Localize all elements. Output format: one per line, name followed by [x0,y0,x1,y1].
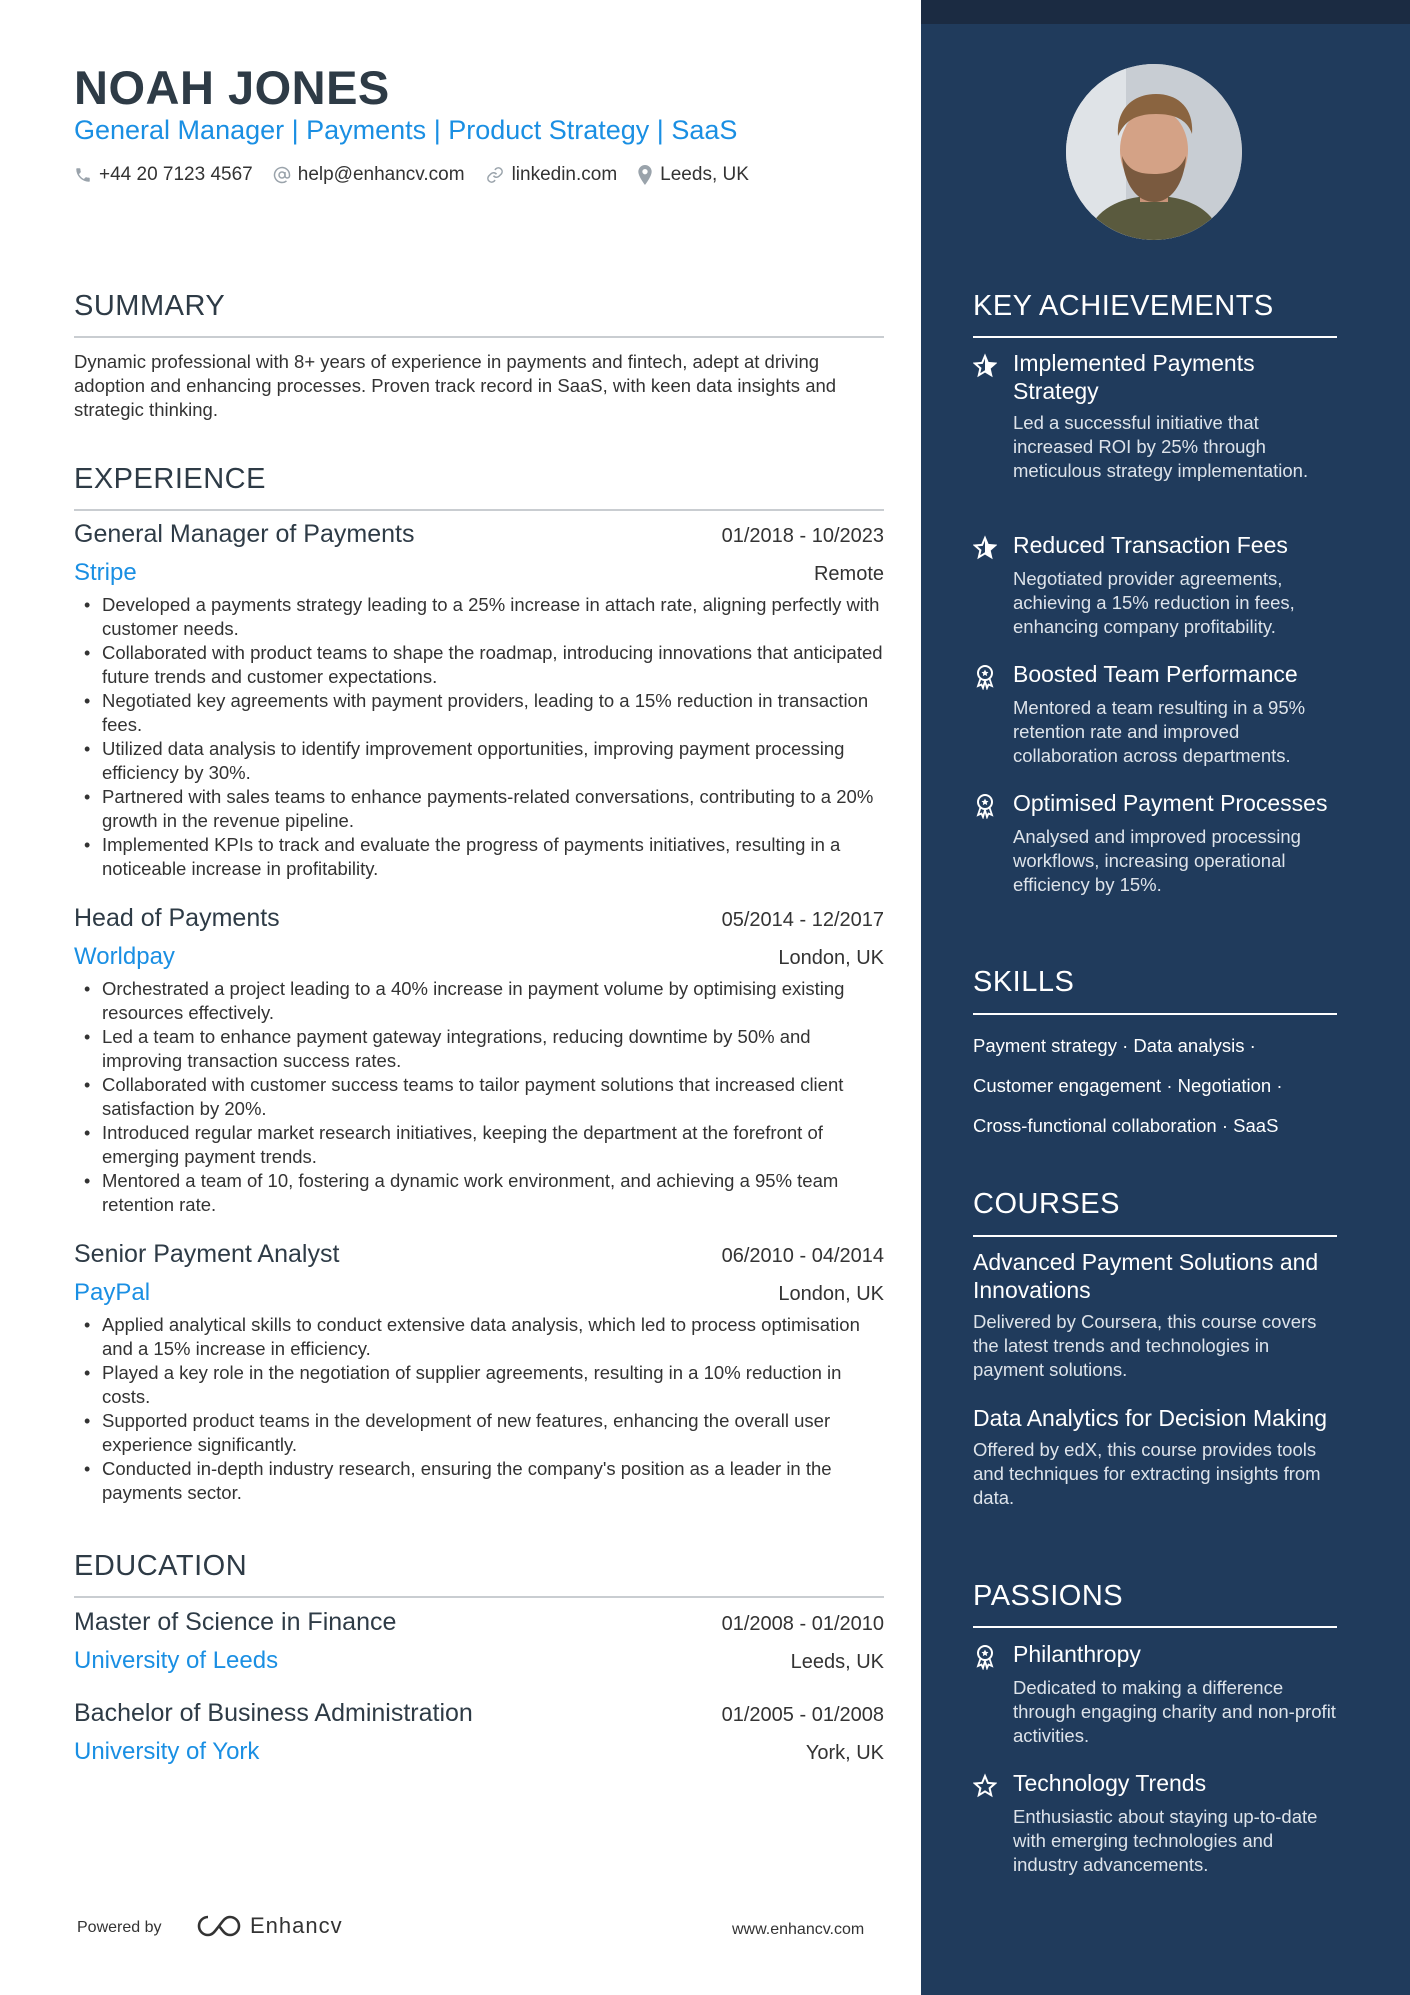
enhancv-logo[interactable] [196,1913,343,1939]
passions-heading: PASSIONS [973,1580,1124,1612]
education-entry [74,1699,884,1766]
company-name[interactable]: Worldpay [74,943,175,970]
education-divider [74,1596,884,1598]
bullet-item: • Led a team to enhance payment gateway integrations, reducing downtime by 50% and improving transaction success rates. [74,1025,884,1073]
award-icon [973,793,997,819]
achievement-description: Analysed and improved processing workflows, increasing operational efficiency by 15%. [1013,826,1301,895]
course-item [973,1404,1337,1510]
passion-item [973,1640,1337,1748]
bullet-item: • Played a key role in the negotiation of supplier agreements, resulting in a 10% reduction in costs. [74,1361,884,1409]
contact-linkedin[interactable] [485,164,618,186]
location-text: Leeds, UK [660,164,749,185]
education-dates: 01/2005 - 01/2008 [721,1704,884,1726]
skills-heading: SKILLS [973,966,1075,998]
summary-text: Dynamic professional with 8+ years of experience in payments and fintech, adept at driving adoption and enhancing processes. Proven track record in SaaS, with keen data insights and strategic thinking. [74,351,837,420]
bullet-item: • Partnered with sales teams to enhance payments-related conversations, contributing to a 20% growth in the revenue pipeline. [74,785,884,833]
achievement-item [973,531,1337,639]
award-icon [973,1644,997,1670]
education-location: York, UK [805,1742,884,1764]
job-bullets [74,1313,884,1505]
bullet-item: • Introduced regular market research initiatives, keeping the department at the forefront of emerging payment trends. [74,1121,884,1169]
course-item [973,1248,1337,1382]
email-text: help@enhancv.com [297,164,465,185]
star-outline-icon [973,1773,997,1799]
job-bullets [74,593,884,881]
link-icon [485,166,505,184]
summary-divider [74,336,884,338]
achievement-item [973,349,1337,483]
course-title: Data Analytics for Decision Making [973,1405,1328,1431]
job-location: London, UK [778,947,884,969]
contact-phone[interactable] [74,164,253,186]
bullet-item: • Collaborated with customer success teams to tailor payment solutions that increased client satisfaction by 20%. [74,1073,884,1121]
passion-title: Philanthropy [1013,1641,1141,1667]
achievements-divider [973,336,1337,338]
course-description: Delivered by Coursera, this course covers the latest trends and technologies in payment solutions. [973,1311,1317,1380]
avatar [1066,64,1242,240]
job-title: General Manager of Payments [74,520,415,548]
passion-description: Dedicated to making a difference through engaging charity and non-profit activities. [1013,1677,1336,1746]
bullet-item: • Developed a payments strategy leading to a 25% increase in attach rate, aligning perfectly with customer needs. [74,593,884,641]
company-name[interactable]: Stripe [74,559,137,586]
summary-heading: SUMMARY [74,290,226,322]
bullet-item: • Orchestrated a project leading to a 40% increase in payment volume by optimising existing resources effectively. [74,977,884,1025]
bullet-item: • Mentored a team of 10, fostering a dynamic work environment, and achieving a 95% team retention rate. [74,1169,884,1217]
contact-location [637,164,749,186]
achievement-description: Led a successful initiative that increased ROI by 25% through meticulous strategy implementation. [1013,412,1309,481]
course-title: Advanced Payment Solutions and Innovations [973,1249,1319,1303]
location-pin-icon [637,165,653,185]
phone-text: +44 20 7123 4567 [99,164,253,185]
star-icon [973,353,997,379]
job-title: Head of Payments [74,904,280,932]
achievement-title: Reduced Transaction Fees [1013,532,1288,558]
education-entry [74,1608,884,1675]
degree-title: Master of Science in Finance [74,1608,397,1636]
contact-bar [74,164,769,186]
experience-heading: EXPERIENCE [74,463,266,495]
school-name[interactable]: University of York [74,1738,260,1765]
enhancv-brand: Enhancv [250,1913,343,1938]
bullet-item: • Conducted in-depth industry research, ensuring the company's position as a leader in the payments sector. [74,1457,884,1505]
passion-description: Enthusiastic about staying up-to-date with emerging technologies and industry advancements. [1013,1806,1318,1875]
achievement-title: Implemented Payments Strategy [1013,350,1255,404]
achievement-title: Optimised Payment Processes [1013,790,1328,816]
job-location: Remote [813,563,884,585]
achievement-description: Negotiated provider agreements, achieving a 15% reduction in fees, enhancing company profitability. [1013,568,1295,637]
candidate-name: NOAH JONES [74,61,390,114]
achievement-item [973,789,1337,897]
footer-powered-by: Powered by [77,1919,162,1936]
courses-divider [973,1235,1337,1237]
skills-line: Payment strategy · Data analysis · [973,1035,1256,1056]
phone-icon [74,166,92,184]
school-name[interactable]: University of Leeds [74,1647,279,1674]
passion-title: Technology Trends [1013,1770,1207,1796]
award-icon [973,664,997,690]
job-entry [74,520,884,881]
skills-line: Customer engagement · Negotiation · [973,1075,1283,1096]
at-icon [273,166,291,184]
job-entry [74,904,884,1217]
achievement-item [973,660,1337,768]
passions-divider [973,1626,1337,1628]
education-dates: 01/2008 - 01/2010 [721,1613,884,1635]
job-entry [74,1240,884,1505]
job-location: London, UK [778,1283,884,1305]
bullet-item: • Utilized data analysis to identify improvement opportunities, improving payment processing efficiency by 30%. [74,737,884,785]
bullet-item: • Collaborated with product teams to shape the roadmap, introducing innovations that anticipated future trends and customer expectations. [74,641,884,689]
bullet-item: • Supported product teams in the development of new features, enhancing the overall user experience significantly. [74,1409,884,1457]
courses-heading: COURSES [973,1188,1120,1220]
sidebar-top-band [921,0,1410,24]
skills-list [973,1026,1353,1146]
enhancv-logo-icon [196,1913,242,1939]
skills-divider [973,1013,1337,1015]
job-title: Senior Payment Analyst [74,1240,340,1268]
footer-url[interactable]: www.enhancv.com [732,1921,865,1938]
company-name[interactable]: PayPal [74,1279,151,1306]
bullet-item: • Applied analytical skills to conduct extensive data analysis, which led to process optimisation and a 15% increase in efficiency. [74,1313,884,1361]
course-description: Offered by edX, this course provides tools and techniques for extracting insights from data. [973,1439,1321,1508]
bullet-item: • Negotiated key agreements with payment providers, leading to a 15% reduction in transaction fees. [74,689,884,737]
bullet-item: • Implemented KPIs to track and evaluate the progress of payments initiatives, resulting in a noticeable increase in profitability. [74,833,884,881]
headline: General Manager | Payments | Product Strategy | SaaS [74,115,738,145]
degree-title: Bachelor of Business Administration [74,1699,473,1727]
skills-line: Cross-functional collaboration · SaaS [973,1115,1279,1136]
education-location: Leeds, UK [790,1651,884,1673]
achievement-description: Mentored a team resulting in a 95% retention rate and improved collaboration across departments. [1013,697,1306,766]
experience-divider [74,509,884,511]
job-bullets [74,977,884,1217]
job-dates: 01/2018 - 10/2023 [721,525,884,547]
job-dates: 05/2014 - 12/2017 [721,909,884,931]
job-dates: 06/2010 - 04/2014 [721,1245,884,1267]
star-icon [973,535,997,561]
education-heading: EDUCATION [74,1550,248,1582]
sidebar [921,0,1410,1995]
avatar-photo [1066,64,1242,240]
contact-email[interactable] [273,164,465,186]
passion-item [973,1769,1337,1877]
achievement-title: Boosted Team Performance [1013,661,1298,687]
linkedin-text: linkedin.com [511,164,618,185]
achievements-heading: KEY ACHIEVEMENTS [973,290,1274,322]
